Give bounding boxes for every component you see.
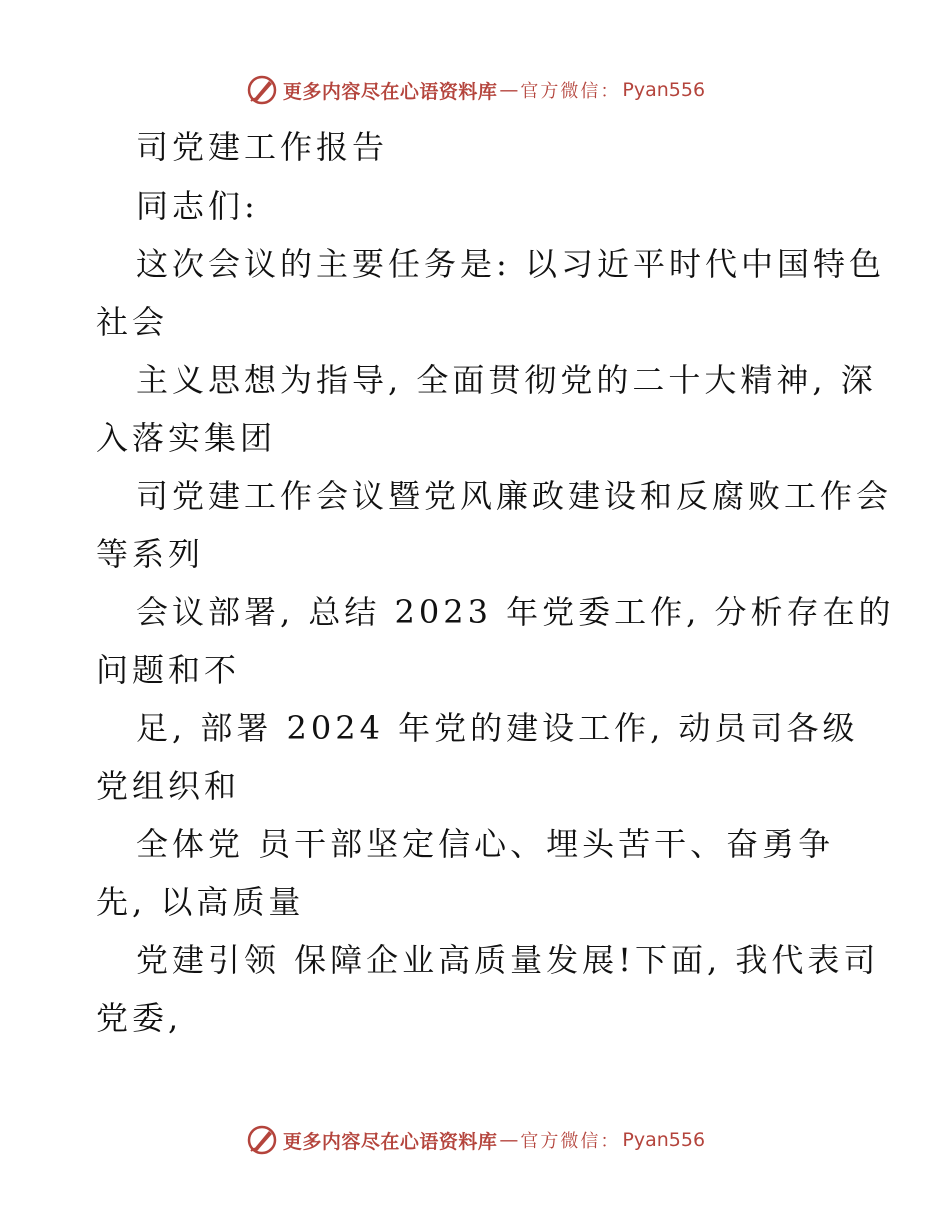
paragraph-line: 全体党 员干部坚定信心、埋头苦干、奋勇争	[136, 825, 835, 863]
watermark-dash: —	[499, 1129, 519, 1151]
quill-pen-logo-icon	[245, 73, 279, 107]
paragraph-line: 问题和不	[96, 651, 241, 689]
paragraph-line: 等系列	[96, 535, 205, 573]
paragraph-line: 会议部署, 总结 2023 年党委工作, 分析存在的	[136, 593, 895, 631]
paragraph-line: 先, 以高质量	[96, 883, 305, 921]
paragraph-line: 党建引领 保障企业高质量发展!下面, 我代表司	[136, 941, 880, 979]
header-watermark	[0, 70, 950, 110]
paragraph-line: 社会	[96, 303, 169, 341]
paragraph-line: 司党建工作会议暨党风廉政建设和反腐败工作会	[136, 477, 893, 515]
document-title: 司党建工作报告	[136, 128, 389, 166]
watermark-label: 官方微信：	[520, 81, 621, 102]
quill-pen-logo-icon	[245, 1123, 279, 1157]
salutation: 同志们:	[136, 187, 259, 225]
paragraph-line: 这次会议的主要任务是: 以习近平时代中国特色	[136, 245, 885, 283]
paragraph-line: 足, 部署 2024 年党的建设工作, 动员司各级	[136, 709, 859, 747]
paragraph-line: 主义思想为指导, 全面贯彻党的二十大精神, 深	[136, 361, 877, 399]
footer-watermark	[0, 1120, 950, 1160]
watermark-label: 官方微信：	[520, 1131, 621, 1152]
paragraph-line: 入落实集团	[96, 419, 277, 457]
paragraph-line: 党组织和	[96, 767, 241, 805]
watermark-wechat-id: Pyan556	[622, 79, 706, 101]
paragraph-line: 党委,	[96, 999, 183, 1037]
watermark-wechat-id: Pyan556	[622, 1129, 706, 1151]
watermark-dash: —	[499, 79, 519, 101]
watermark-main-text: 更多内容尽在心语资料库	[282, 1130, 498, 1153]
watermark-main-text: 更多内容尽在心语资料库	[282, 80, 498, 103]
